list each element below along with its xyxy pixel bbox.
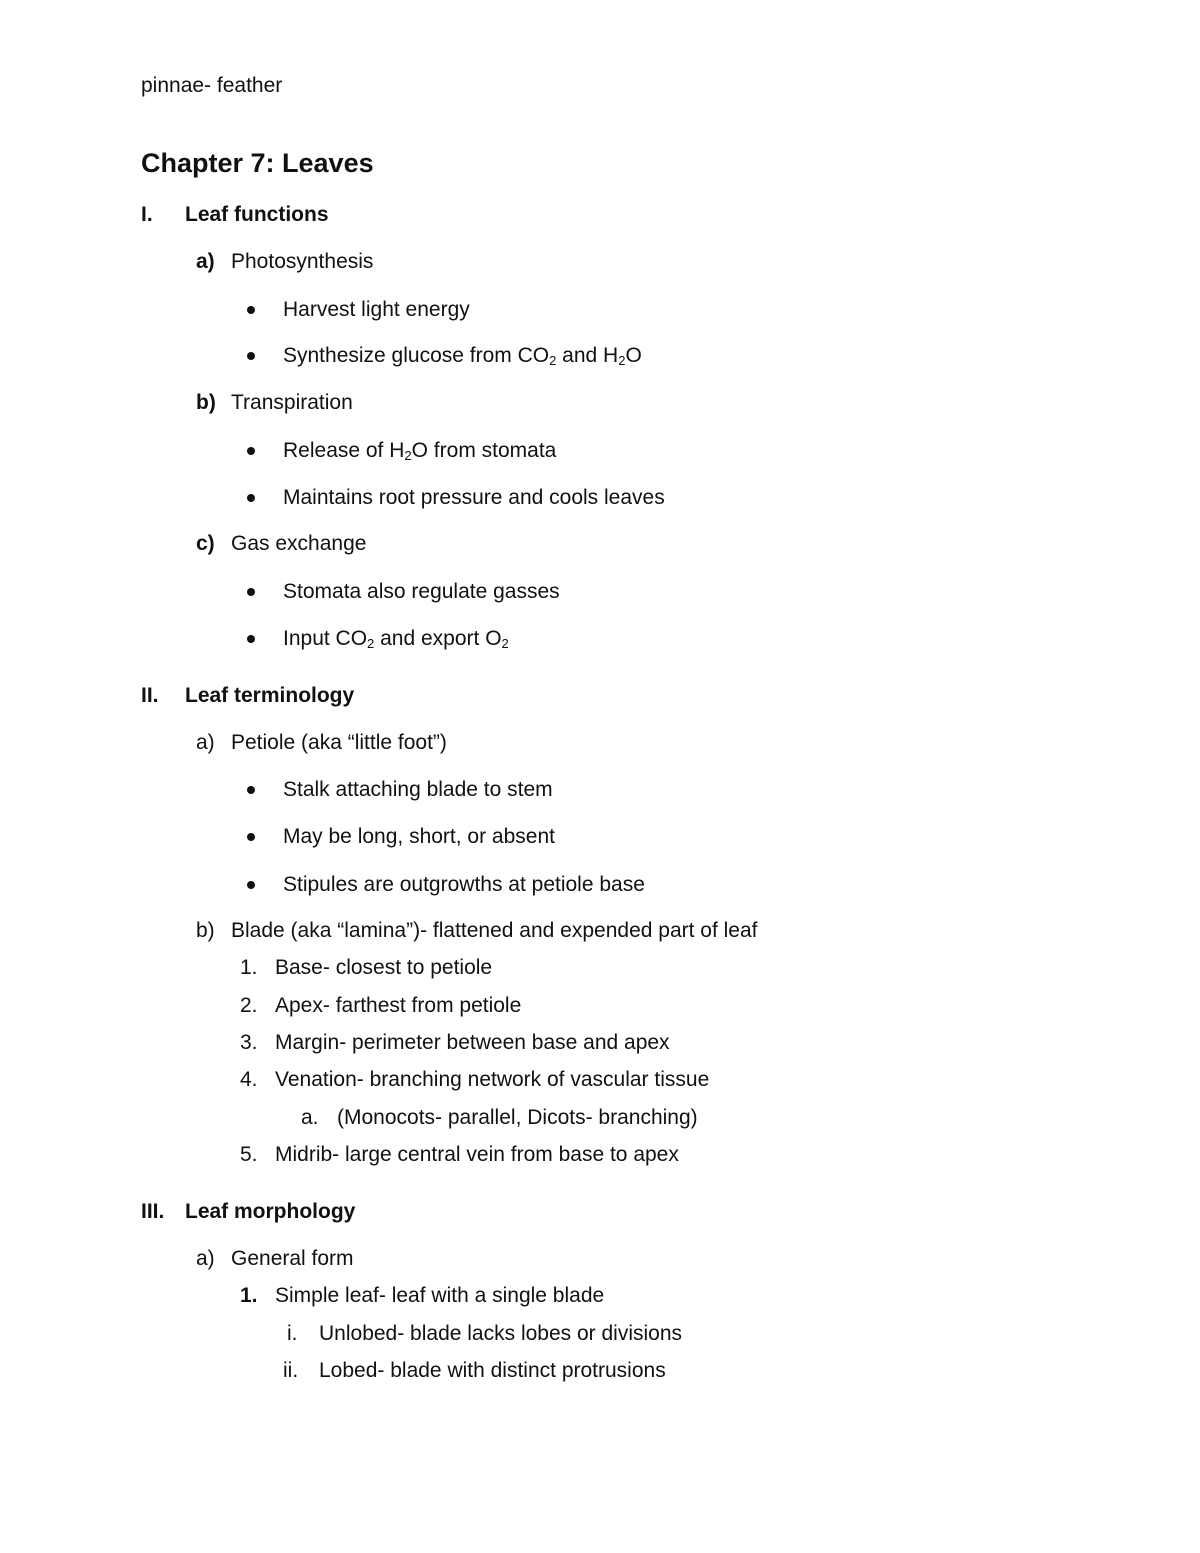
numbered-marker: 3. [240,1031,258,1054]
bullet-text: Stomata also regulate gasses [283,580,560,603]
section-heading: Leaf terminology [185,684,355,707]
item-marker: b) [196,391,216,414]
bullet-text: Harvest light energy [283,298,470,321]
section-numeral: III. [141,1200,165,1223]
roman-text: Lobed- blade with distinct protrusions [319,1359,666,1382]
item-marker: c) [196,532,215,555]
numbered-text: Simple leaf- leaf with a single blade [275,1284,605,1307]
numbered-marker: 1. [240,1284,258,1307]
item-text: General form [231,1247,354,1270]
numbered-text: Margin- perimeter between base and apex [275,1031,670,1054]
section-numeral: II. [141,684,159,707]
numbered-marker: 5. [240,1143,258,1166]
bullet-dot [247,786,255,794]
section-numeral: I. [141,203,153,226]
bullet-text: Synthesize glucose from $CO_2$ and $H_2O$ [283,344,642,368]
section-heading: Leaf functions [185,203,329,226]
bullet-dot [247,833,255,841]
section-heading: Leaf morphology [185,1200,356,1223]
item-text: Gas exchange [231,532,367,555]
bullet-text: Input $CO_2$ and export $O_2$ [283,627,509,651]
bullet-text: Release of $H_2O$ from stomata [283,439,557,463]
bullet-text: Stipules are outgrowths at petiole base [283,873,645,896]
bullet-dot [247,306,255,314]
item-text: Transpiration [231,391,353,414]
item-marker: a) [196,1247,215,1270]
numbered-text: Apex- farthest from petiole [275,994,522,1017]
numbered-marker: 1. [240,956,258,979]
bullet-dot [247,352,255,360]
sub-marker: a. [301,1106,319,1129]
numbered-marker: 4. [240,1068,258,1091]
sub-text: (Monocots- parallel, Dicots- branching) [337,1106,698,1129]
header-note: pinnae- feather [141,74,283,97]
bullet-dot [247,494,255,502]
item-text: Photosynthesis [231,250,374,273]
bullet-dot [247,635,255,643]
bullet-text: Maintains root pressure and cools leaves [283,486,665,509]
bullet-text: May be long, short, or absent [283,825,555,848]
roman-text: Unlobed- blade lacks lobes or divisions [319,1322,683,1345]
item-marker: b) [196,919,215,942]
numbered-text: Midrib- large central vein from base to apex [275,1143,679,1166]
chapter-title: Chapter 7: Leaves [141,148,374,178]
item-marker: a) [196,250,215,273]
item-text: Petiole (aka “little foot”) [231,731,447,754]
bullet-dot [247,447,255,455]
numbered-text: Base- closest to petiole [275,956,493,979]
bullet-text: Stalk attaching blade to stem [283,778,553,801]
item-text: Blade (aka “lamina”)- flattened and expended part of leaf [231,919,758,942]
numbered-text: Venation- branching network of vascular tissue [275,1068,710,1091]
numbered-marker: 2. [240,994,258,1017]
bullet-dot [247,881,255,889]
roman-marker: ii. [283,1359,299,1382]
bullet-dot [247,588,255,596]
item-marker: a) [196,731,215,754]
roman-marker: i. [287,1322,298,1345]
